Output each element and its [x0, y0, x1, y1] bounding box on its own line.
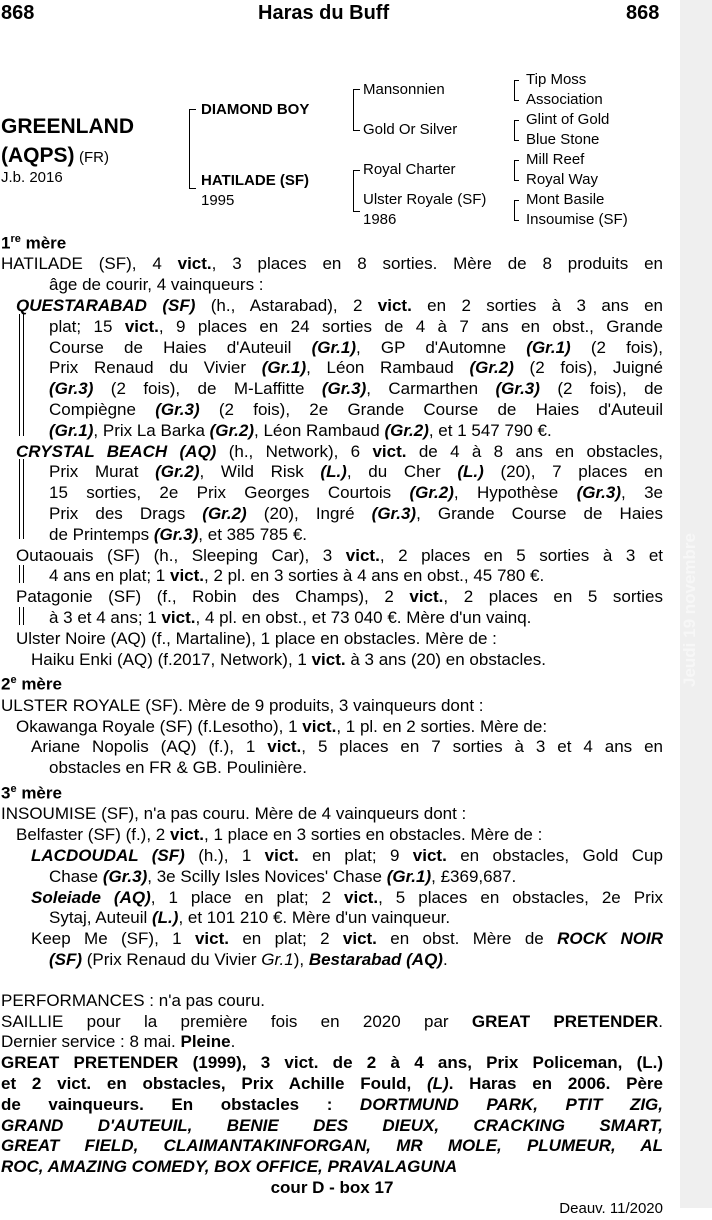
produce-entry: Ariane Nopolis (AQ) (f.), 1 vict., 5 places en 7 sorties à 3 et 4 ans en — [31, 737, 664, 757]
text-line: Prix Murat (Gr.2), Wild Risk (L.), du Cher (L.) (20), 7 places en — [49, 462, 664, 482]
pedigree-dds: Mont Basile — [526, 191, 605, 208]
text-line: 15 sorties, 2e Prix Georges Courtois (Gr.2), Hypothèse (Gr.3), 3e — [49, 483, 663, 503]
produce-entry: CRYSTAL BEACH (AQ) (h., Network), 6 vict. de 4 à 8 ans en obstacles, — [16, 441, 664, 461]
text-line: Course de Haies d'Auteuil (Gr.1), GP d'Automne (Gr.1) (2 fois), — [49, 337, 664, 357]
text-line: Chase (Gr.3), 3e Scilly Isles Novices' Chase (Gr.1), £369,687. — [49, 866, 517, 886]
produce-entry: Keep Me (SF), 1 vict. en plat; 2 vict. en obst. Mère de ROCK NOIR — [31, 929, 663, 949]
lot-number-right: 868 — [626, 2, 660, 24]
pedigree-sdd: Blue Stone — [526, 131, 600, 148]
text-line: HATILADE (SF), 4 vict., 3 places en 8 sorties. Mère de 8 produits en — [1, 254, 663, 274]
pedigree-bracket-3b — [514, 120, 519, 141]
section-heading-2e-mere: 2e mère — [1, 674, 62, 695]
pedigree-bracket-3c — [514, 160, 519, 181]
section-heading-1re-mere: 1re mère — [1, 233, 67, 253]
pedigree-sd: Gold Or Silver — [363, 121, 458, 138]
text-line: à 3 et 4 ans; 1 vict., 4 pl. en obst., et 73 040 €. Mère d'un vainq. — [49, 608, 532, 627]
box-location: cour D - box 17 — [270, 1178, 394, 1198]
pedigree-dss: Mill Reef — [526, 151, 585, 168]
sidebar-date: Jeudi 19 novembre — [680, 533, 699, 688]
pedigree-dam: HATILADE (SF) — [201, 172, 310, 189]
pedigree-ss: Mansonnien — [363, 81, 445, 98]
text-line: âge de courir, 4 vainqueurs : — [49, 275, 264, 295]
pedigree-dam-year: 1995 — [201, 192, 235, 209]
pedigree-ssd: Association — [526, 91, 603, 108]
text-line: (SF) (Prix Renaud du Vivier Gr.1), Bestarabad (AQ). — [49, 950, 448, 970]
stallion-line: et 2 vict. en obstacles, Prix Achille Fould, (L). Haras en 2006. Père — [1, 1074, 663, 1094]
produce-entry: Ulster Noire (AQ) (f., Martaline), 1 place en obstacles. Mère de : — [16, 628, 497, 648]
produce-entry: Okawanga Royale (SF) (f.Lesotho), 1 vict., 1 pl. en 2 sorties. Mère de: — [16, 716, 548, 736]
footer-sale-ref: Deauv. 11/2020 — [559, 1199, 663, 1217]
produce-entry: LACDOUDAL (SF) (h.), 1 vict. en plat; 9 vict. en obstacles, Gold Cup — [31, 846, 663, 866]
text-line: Prix des Drags (Gr.2) (20), Ingré (Gr.3), Grande Course de Haies — [49, 504, 664, 524]
text-line: (Gr.1), Prix La Barka (Gr.2), Léon Rambaud (Gr.2), et 1 547 790 €. — [49, 420, 552, 440]
produce-entry: Haiku Enki (AQ) (f.2017, Network), 1 vict. à 3 ans (20) en obstacles. — [31, 649, 546, 669]
lot-number-left: 868 — [1, 2, 35, 24]
text-line: ULSTER ROYALE (SF). Mère de 9 produits, 3 vainqueurs dont : — [1, 695, 484, 715]
pedigree-bracket-3a — [514, 80, 519, 101]
pedigree-dsd: Royal Way — [526, 171, 598, 188]
text-line: Compiègne (Gr.3) (2 fois), 2e Grande Course de Haies d'Auteuil — [49, 400, 663, 420]
service-line: Dernier service : 8 mai. Pleine. — [1, 1032, 236, 1052]
performances-line: PERFORMANCES : n'a pas couru. — [1, 990, 265, 1010]
produce-entry: Outaouais (SF) (h., Sleeping Car), 3 vict., 2 places en 5 sorties à 3 et — [16, 545, 664, 565]
catalogue-body — [1, 229, 663, 1220]
section-heading-3e-mere: 3e mère — [1, 783, 62, 803]
pedigree-ds: Royal Charter — [363, 161, 456, 178]
stallion-line: ROC, AMAZING COMEDY, BOX OFFICE, PRAVALAGUNA — [1, 1157, 458, 1177]
saillie-line: SAILLIE pour la première fois en 2020 par GREAT PRETENDER. — [1, 1011, 663, 1031]
text-line: (Gr.3) (2 fois), de M-Laffitte (Gr.3), Carmarthen (Gr.3) (2 fois), de — [49, 379, 663, 399]
page-title: Haras du Buff — [258, 2, 390, 24]
produce-entry: Belfaster (SF) (f.), 2 vict., 1 place en 3 sorties en obstacles. Mère de : — [16, 825, 543, 845]
stallion-line: GREAT PRETENDER (1999), 3 vict. de 2 à 4 ans, Prix Policeman, (L.) — [1, 1053, 663, 1073]
horse-breed-line: (AQPS) (FR) — [1, 144, 109, 167]
horse-name: GREENLAND — [1, 115, 135, 138]
pedigree-sire: DIAMOND BOY — [201, 101, 310, 118]
pedigree-bracket-2b — [353, 170, 360, 212]
pedigree-dd: Ulster Royale (SF) — [363, 191, 487, 208]
stallion-line: de vainqueurs. En obstacles : DORTMUND PARK, PTIT ZIG, — [1, 1094, 663, 1114]
pedigree-bracket-1 — [189, 109, 196, 189]
text-line: Sytaj, Auteuil (L.), et 101 210 €. Mère d'un vainqueur. — [49, 908, 451, 928]
text-line: INSOUMISE (SF), n'a pas couru. Mère de 4 vainqueurs dont : — [1, 804, 467, 824]
produce-entry: QUESTARABAD (SF) (h., Astarabad), 2 vict. en 2 sorties à 3 ans en — [16, 296, 663, 316]
produce-entry: Patagonie (SF) (f., Robin des Champs), 2 vict., 2 places en 5 sorties — [16, 587, 663, 607]
pedigree-sss: Tip Moss — [526, 71, 587, 88]
text-line: 4 ans en plat; 1 vict., 2 pl. en 3 sorties à 4 ans en obst., 45 780 €. — [49, 566, 545, 586]
pedigree-sds: Glint of Gold — [526, 111, 610, 128]
pedigree-dd-year: 1986 — [363, 211, 397, 228]
stallion-line: GREAT FIELD, CLAIMANTAKINFORGAN, MR MOLE, PLUMEUR, AL — [1, 1136, 663, 1156]
stallion-line: GRAND D'AUTEUIL, BENIE DES DIEUX, CRACKING SMART, — [1, 1115, 663, 1135]
produce-entry: Soleiade (AQ), 1 place en plat; 2 vict., 5 places en obstacles, 2e Prix — [31, 887, 664, 907]
pedigree-ddd: Insoumise (SF) — [526, 211, 628, 228]
text-line: de Printemps (Gr.3), et 385 785 €. — [49, 524, 307, 544]
text-line: Prix Renaud du Vivier (Gr.1), Léon Rambaud (Gr.2) (2 fois), Juigné — [49, 358, 663, 378]
text-line: obstacles en FR & GB. Poulinière. — [49, 758, 307, 778]
pedigree-bracket-2a — [353, 89, 360, 131]
horse-sex-year: J.b. 2016 — [1, 169, 63, 186]
text-line: plat; 15 vict., 9 places en 24 sorties de 4 à 7 ans en obst., Grande — [49, 316, 663, 336]
pedigree-bracket-3d — [514, 200, 519, 221]
